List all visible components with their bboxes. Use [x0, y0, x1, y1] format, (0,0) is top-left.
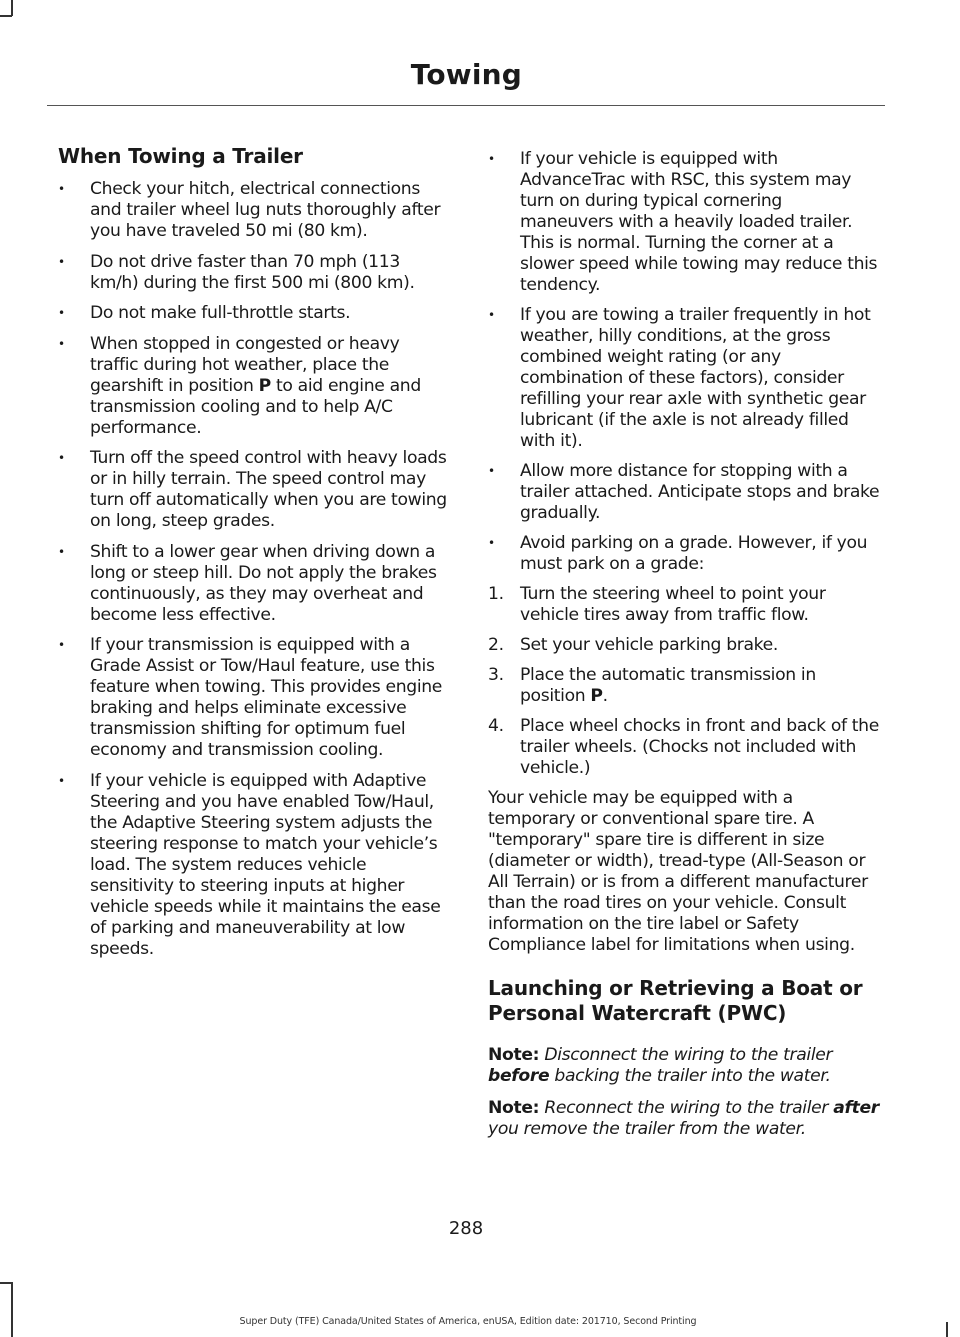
towing-tips-list [58, 179, 448, 960]
list-item: • Allow more distance for stopping with a trailer attached. Anticipate stops and brake gradually. [488, 461, 880, 524]
crop-mark-top-left-horizontal [0, 15, 12, 17]
step-item [488, 716, 880, 779]
towing-tips-list-continued [488, 149, 880, 575]
step-number: 4. [488, 716, 504, 736]
list-item: • Turn off the speed control with heavy loads or in hilly terrain. The speed control may turn off automatically when you are towing on long, steep grades. [58, 448, 448, 532]
note-disconnect-wiring [488, 1045, 880, 1087]
list-item-text: When stopped in congested or heavy traffic during hot weather, place the gearshift in position [90, 333, 400, 396]
gear-position-p: P [590, 686, 603, 706]
note-text: Reconnect the wiring to the trailer [539, 1098, 834, 1118]
crop-mark-bottom-right-vertical [946, 1322, 948, 1337]
step-text: Turn the steering wheel to point your vehicle tires away from traffic flow. [520, 584, 826, 625]
header-rule [47, 105, 885, 106]
step-text: . [602, 686, 608, 706]
note-emphasis: after [833, 1098, 879, 1118]
crop-mark-top-left-vertical [11, 0, 13, 16]
note-label: Note: [488, 1098, 540, 1118]
grade-parking-steps [488, 584, 880, 779]
note-text: you remove the trailer from the water. [488, 1119, 806, 1139]
step-text: Place wheel chocks in front and back of the trailer wheels. (Chocks not included with vehicle.) [520, 716, 879, 778]
step-item [488, 665, 880, 707]
list-item: • Check your hitch, electrical connections and trailer wheel lug nuts thoroughly after you have traveled 50 mi (80 km). [58, 179, 448, 242]
section-heading-towing-trailer: When Towing a Trailer [58, 144, 303, 168]
list-item: • If your transmission is equipped with a Grade Assist or Tow/Haul feature, use this feature when towing. This provides engine braking and helps eliminate excessive transmission shifting for optimum fuel economy and transmission cooling. [58, 635, 448, 761]
spare-tire-paragraph: Your vehicle may be equipped with a temporary or conventional spare tire. A "temporary" spare tire is different in size (diameter or width), tread-type (All-Season or All Terrain) or is from a different manufacturer than the road tires on your vehicle. Consult information on the tire label or Safety Compliance label for limitations when using. [488, 788, 868, 955]
list-item: • If your vehicle is equipped with Adaptive Steering and you have enabled Tow/Haul, the Adaptive Steering system adjusts the steering response to match your vehicle’s load. The system reduces vehicle sensitivity to steering inputs at higher vehicle speeds while it maintains the ease of parking and maneuverability at low speeds. [58, 771, 448, 960]
step-text: Place the automatic transmission in position [520, 665, 816, 706]
list-item [58, 334, 448, 439]
list-item: • Do not drive faster than 70 mph (113 km/h) during the first 500 mi (800 km). [58, 252, 448, 294]
list-item: • Do not make full-throttle starts. [58, 303, 448, 324]
section-heading-boat-launch: Launching or Retrieving a Boat or Personal Watercraft (PWC) [488, 976, 863, 1025]
list-item-text: to aid engine and transmission cooling and to help A/C performance. [90, 375, 421, 438]
list-item: • Avoid parking on a grade. However, if you must park on a grade: [488, 533, 880, 575]
left-column [58, 144, 448, 969]
step-number: 1. [488, 584, 504, 604]
list-item: • If your vehicle is equipped with AdvanceTrac with RSC, this system may turn on during typical cornering maneuvers with a heavily loaded trailer. This is normal. Turning the corner at a slower speed while towing may reduce this tendency. [488, 149, 880, 296]
list-item: • If you are towing a trailer frequently in hot weather, hilly conditions, at the gross combined weight rating (or any combination of these factors), consider refilling your rear axle with synthetic gear lubricant (if the axle is not already filled with it). [488, 305, 880, 452]
crop-mark-bottom-left-horizontal [0, 1282, 12, 1284]
footer-edition-info: Super Duty (TFE) Canada/United States of America, enUSA, Edition date: 201710, Second Printing [239, 1316, 697, 1327]
note-text: Disconnect the wiring to the trailer [539, 1045, 833, 1065]
note-reconnect-wiring [488, 1098, 880, 1140]
step-item [488, 584, 880, 626]
note-label: Note: [488, 1045, 540, 1065]
crop-mark-bottom-left-vertical [11, 1282, 13, 1337]
step-number: 3. [488, 665, 504, 685]
list-item: • Shift to a lower gear when driving down a long or steep hill. Do not apply the brakes continuously, as they may overheat and become less effective. [58, 542, 448, 626]
note-text: backing the trailer into the water. [549, 1066, 831, 1086]
page-number: 288 [448, 1218, 484, 1239]
step-text: Set your vehicle parking brake. [520, 635, 779, 655]
note-emphasis: before [488, 1066, 550, 1086]
step-item [488, 635, 880, 656]
right-column [488, 149, 880, 1151]
page-title: Towing [410, 58, 522, 91]
gear-position-p: P [258, 375, 271, 396]
step-number: 2. [488, 635, 504, 655]
